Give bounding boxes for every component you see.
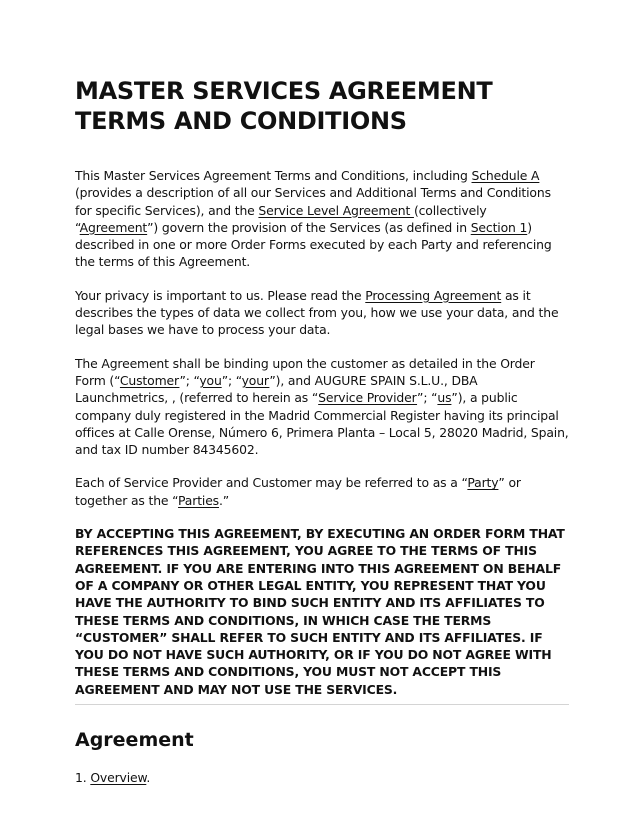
you-link[interactable]: you [199, 372, 222, 388]
parties-link[interactable]: Parties [178, 492, 219, 508]
agreement-heading: Agreement [75, 729, 194, 752]
parties-text-1: Each of Service Provider and Customer may be referred to as a “ [75, 475, 468, 491]
parties-text-2: ” or together as the “ [75, 475, 521, 508]
schedule-a-link[interactable]: Schedule A [471, 168, 540, 183]
binding-text-5: ”; “ [417, 390, 438, 406]
document-page [75, 76, 569, 786]
intro-text-4: ”) govern the provision of the Services (as defined in [147, 219, 471, 235]
intro-text-1: This Master Services Agreement Terms and Conditions, including [75, 168, 472, 183]
intro-text-5: ) described in one or more Order Forms executed by each Party and referencing the terms of this Agreement. [75, 219, 552, 270]
binding-text-6: ”), a public company duly registered in the Madrid Commercial Register having its principal offices at Calle Orense, Número 6, Primera Planta – Local 5, 28020 Madrid, Spain, and tax ID number 84345602. [75, 390, 569, 458]
service-level-agreement-link[interactable]: Service Level Agreement [258, 202, 414, 218]
list-item-number: 1. [75, 770, 91, 786]
binding-text-3: ”; “ [221, 372, 242, 388]
agreement-link[interactable]: Agreement [79, 219, 148, 235]
binding-text-1: The Agreement shall be binding upon the customer as detailed in the Order Form (“ [75, 355, 535, 388]
parties-text-3: .” [218, 492, 230, 508]
processing-agreement-link[interactable]: Processing Agreement [365, 287, 502, 303]
intro-text-3: (collectively “ [75, 202, 487, 235]
section-1-link[interactable]: Section 1 [470, 219, 528, 235]
privacy-text-2: as it describes the types of data we collect from you, how we use your data, and the legal bases we have to process your data. [75, 287, 559, 338]
service-provider-link[interactable]: Service Provider [318, 390, 418, 406]
list-item-period: . [146, 770, 151, 786]
us-link[interactable]: us [437, 390, 452, 406]
binding-text-2: ”; “ [179, 372, 200, 388]
party-link[interactable]: Party [467, 475, 499, 491]
acceptance-notice: BY ACCEPTING THIS AGREEMENT, BY EXECUTING AN ORDER FORM THAT REFERENCES THIS AGREEMENT, YOU AGREE TO THE TERMS OF THIS AGREEMENT. IF YOU ARE ENTERING INTO THIS AGREEMENT ON BEHALF OF A COMPANY OR OTHER LEGAL ENTITY, YOU REPRESENT THAT YOU HAVE THE AUTHORITY TO BIND SUCH ENTITY AND ITS AFFILIATES TO THESE TERMS AND CONDITIONS, IN WHICH CASE THE TERMS “CUSTOMER” SHALL REFER TO SUCH ENTITY AND ITS AFFILIATES. IF YOU DO NOT HAVE SUCH AUTHORITY, OR IF YOU DO NOT AGREE WITH THESE TERMS AND CONDITIONS, YOU MUST NOT ACCEPT THIS AGREEMENT AND MAY NOT USE THE SERVICES. [75, 526, 565, 697]
binding-text-4: ”), and AUGURE SPAIN S.L.U., DBA Launchmetrics, , (referred to herein as “ [75, 372, 478, 406]
customer-link[interactable]: Customer [119, 372, 180, 388]
overview-link[interactable]: Overview [90, 770, 147, 786]
binding-paragraph [75, 355, 569, 459]
parties-paragraph [75, 474, 569, 509]
list-item-overview [75, 769, 569, 786]
page-title: MASTER SERVICES AGREEMENT TERMS AND CONDITIONS [75, 77, 493, 135]
intro-paragraph [75, 167, 569, 271]
privacy-text-1: Your privacy is important to us. Please read the [75, 287, 366, 303]
your-link[interactable]: your [241, 372, 270, 388]
privacy-paragraph [75, 287, 569, 339]
intro-text-2: (provides a description of all our Services and Additional Terms and Conditions for specific Services), and the [75, 185, 551, 218]
